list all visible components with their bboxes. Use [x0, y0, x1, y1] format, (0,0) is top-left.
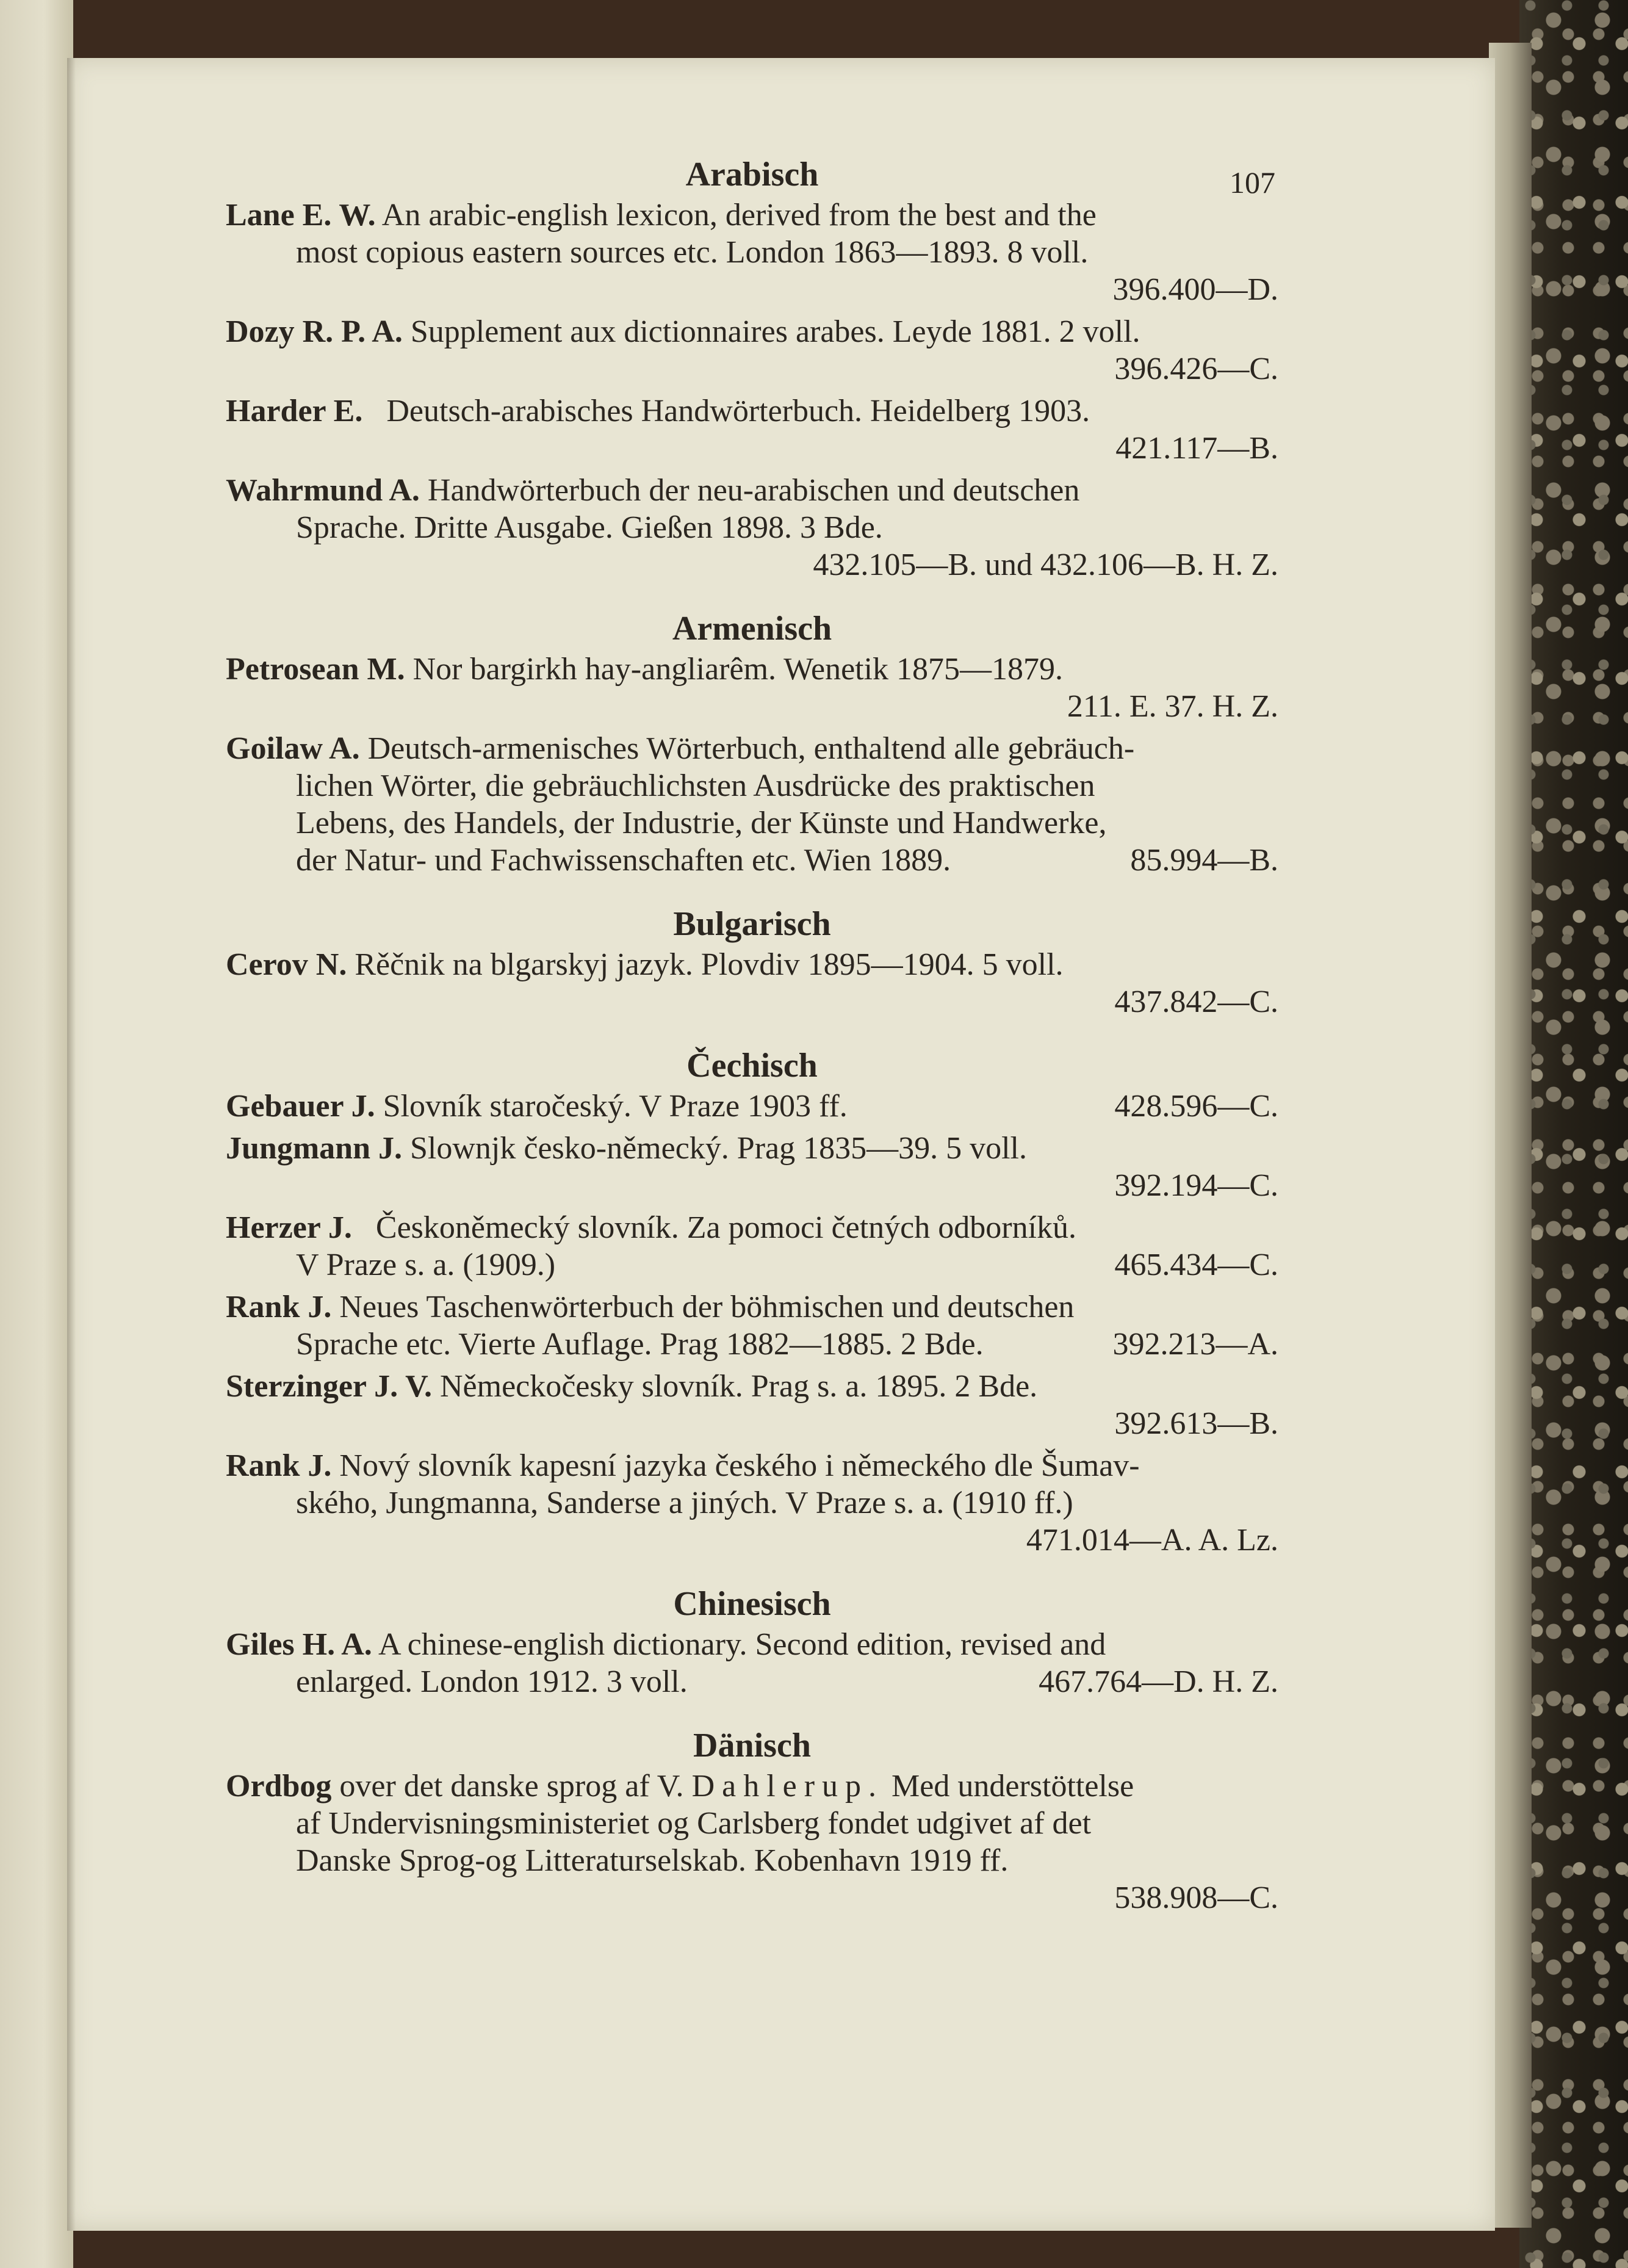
entry-author: Giles H. A. [226, 1627, 372, 1662]
call-number: 396.400—D. [1112, 272, 1278, 307]
bib-entry [226, 472, 1278, 583]
bib-entry [226, 1088, 1278, 1125]
entry-text: der Natur- und Fachwissenschaften etc. Wien 1889. [296, 843, 951, 878]
bib-entry [226, 1368, 1278, 1442]
entry-author: Rank J. [226, 1448, 332, 1483]
entry-text: V Praze s. a. (1909.) [296, 1248, 556, 1282]
entry-text: Německočesky slovník. Prag s. a. 1895. 2 Bde. [439, 1369, 1038, 1404]
entry-text: af Undervisningsministeriet og Carlsberg fondet udgivet af det [296, 1806, 1092, 1841]
entry-text: Handwörterbuch der neu-arabischen und deutschen [427, 473, 1080, 508]
page-number: 107 [1230, 165, 1275, 200]
bib-entry [226, 730, 1278, 879]
entry-text: ského, Jungmanna, Sanderse a jiných. V Praze s. a. (1910 ff.) [296, 1486, 1073, 1520]
call-number: 428.596—C. [1114, 1089, 1278, 1124]
entry-author: Sterzinger J. V. [226, 1369, 432, 1404]
bib-entry [226, 1447, 1278, 1559]
entry-text: Nor bargirkh hay-angliarêm. Wenetik 1875—1879. [412, 652, 1064, 687]
section-heading: Armenisch [672, 610, 832, 648]
call-number: 467.764—D. H. Z. [1039, 1664, 1278, 1699]
entry-text: over det danske sprog af V. [339, 1769, 684, 1804]
call-number: 421.117—B. [1115, 431, 1278, 466]
entry-text: A chinese-english dictionary. Second edition, revised and [378, 1627, 1106, 1662]
call-number: 538.908—C. [1114, 1880, 1278, 1915]
section-heading: Bulgarisch [673, 905, 831, 943]
entry-text: Českoněmecký slovník. Za pomoci četných odborníků. [375, 1210, 1077, 1245]
call-number: 85.994—B. [1130, 843, 1278, 878]
bib-entry [226, 197, 1278, 308]
call-number: 396.426—C. [1114, 352, 1278, 386]
entry-text: Slownjk česko-německý. Prag 1835—39. 5 voll. [410, 1131, 1027, 1166]
entry-text: Danske Sprog-og Litteraturselskab. Kobenhavn 1919 ff. [296, 1843, 1009, 1878]
section-heading: Dänisch [693, 1727, 811, 1764]
call-number: 392.213—A. [1112, 1327, 1278, 1362]
bib-entry [226, 946, 1278, 1020]
entry-author: Gebauer J. [226, 1089, 375, 1124]
entry-text: Sprache etc. Vierte Auflage. Prag 1882—1885. 2 Bde. [296, 1327, 984, 1362]
marbled-board [1519, 0, 1628, 2268]
entry-text: Med understöttelse [891, 1769, 1134, 1804]
entry-author: Jungmann J. [226, 1131, 402, 1166]
call-number: 211. E. 37. H. Z. [1067, 689, 1278, 724]
section-heading: Čechisch [686, 1047, 818, 1085]
bib-entry [226, 1288, 1278, 1363]
bib-entry [226, 1768, 1278, 1916]
section-heading: Arabisch [685, 156, 819, 193]
page-fold-shadow [67, 58, 76, 2231]
entry-text: An arabic-english lexicon, derived from the best and the [381, 198, 1097, 233]
call-number: 432.105—B. und 432.106—B. H. Z. [813, 547, 1278, 582]
entry-text: Deutsch-armenisches Wörterbuch, enthaltend alle gebräuch- [367, 731, 1135, 766]
page-block-edge [1489, 43, 1532, 2228]
entry-author: Petrosean M. [226, 652, 405, 687]
entry-text: Slovník staročeský. V Praze 1903 ff. [383, 1089, 848, 1124]
entry-author: Herzer J. [226, 1210, 352, 1245]
bib-entry [226, 313, 1278, 388]
bib-entry [226, 1130, 1278, 1204]
entry-author: Cerov N. [226, 947, 347, 982]
bib-entry [226, 1626, 1278, 1700]
bib-entry [226, 651, 1278, 725]
left-page-edge [0, 0, 73, 2268]
entry-text: Nový slovník kapesní jazyka českého i německého dle Šumav- [339, 1448, 1140, 1483]
bib-entry [226, 1209, 1278, 1284]
entry-author: Ordbog [226, 1769, 332, 1804]
page-content [226, 153, 1278, 1921]
entry-text: Sprache. Dritte Ausgabe. Gießen 1898. 3 Bde. [296, 510, 883, 545]
entry-author: Harder E. [226, 394, 363, 428]
spaced-name: Dahlerup. [691, 1769, 884, 1804]
call-number: 392.194—C. [1114, 1168, 1278, 1203]
entry-text: Deutsch-arabisches Handwörterbuch. Heidelberg 1903. [386, 394, 1090, 428]
entry-text: Lebens, des Handels, der Industrie, der Künste und Handwerke, [296, 806, 1107, 840]
entry-author: Lane E. W. [226, 198, 376, 233]
entry-text: Neues Taschenwörterbuch der böhmischen und deutschen [339, 1290, 1075, 1324]
entry-text: lichen Wörter, die gebräuchlichsten Ausdrücke des praktischen [296, 768, 1095, 803]
call-number: 392.613—B. [1114, 1406, 1278, 1441]
call-number: 437.842—C. [1114, 984, 1278, 1019]
entry-author: Dozy R. P. A. [226, 314, 403, 349]
section-heading: Chinesisch [673, 1585, 831, 1623]
entry-text: enlarged. London 1912. 3 voll. [296, 1664, 688, 1699]
bib-entry [226, 392, 1278, 467]
call-number: 471.014—A. A. Lz. [1026, 1523, 1278, 1558]
entry-author: Wahrmund A. [226, 473, 420, 508]
entry-author: Rank J. [226, 1290, 332, 1324]
entry-text: Supplement aux dictionnaires arabes. Leyde 1881. 2 voll. [410, 314, 1140, 349]
entry-text: most copious eastern sources etc. London 1863—1893. 8 voll. [296, 235, 1089, 270]
entry-author: Goilaw A. [226, 731, 360, 766]
call-number: 465.434—C. [1114, 1248, 1278, 1282]
entry-text: Rěčnik na blgarskyj jazyk. Plovdiv 1895—1904. 5 voll. [355, 947, 1064, 982]
